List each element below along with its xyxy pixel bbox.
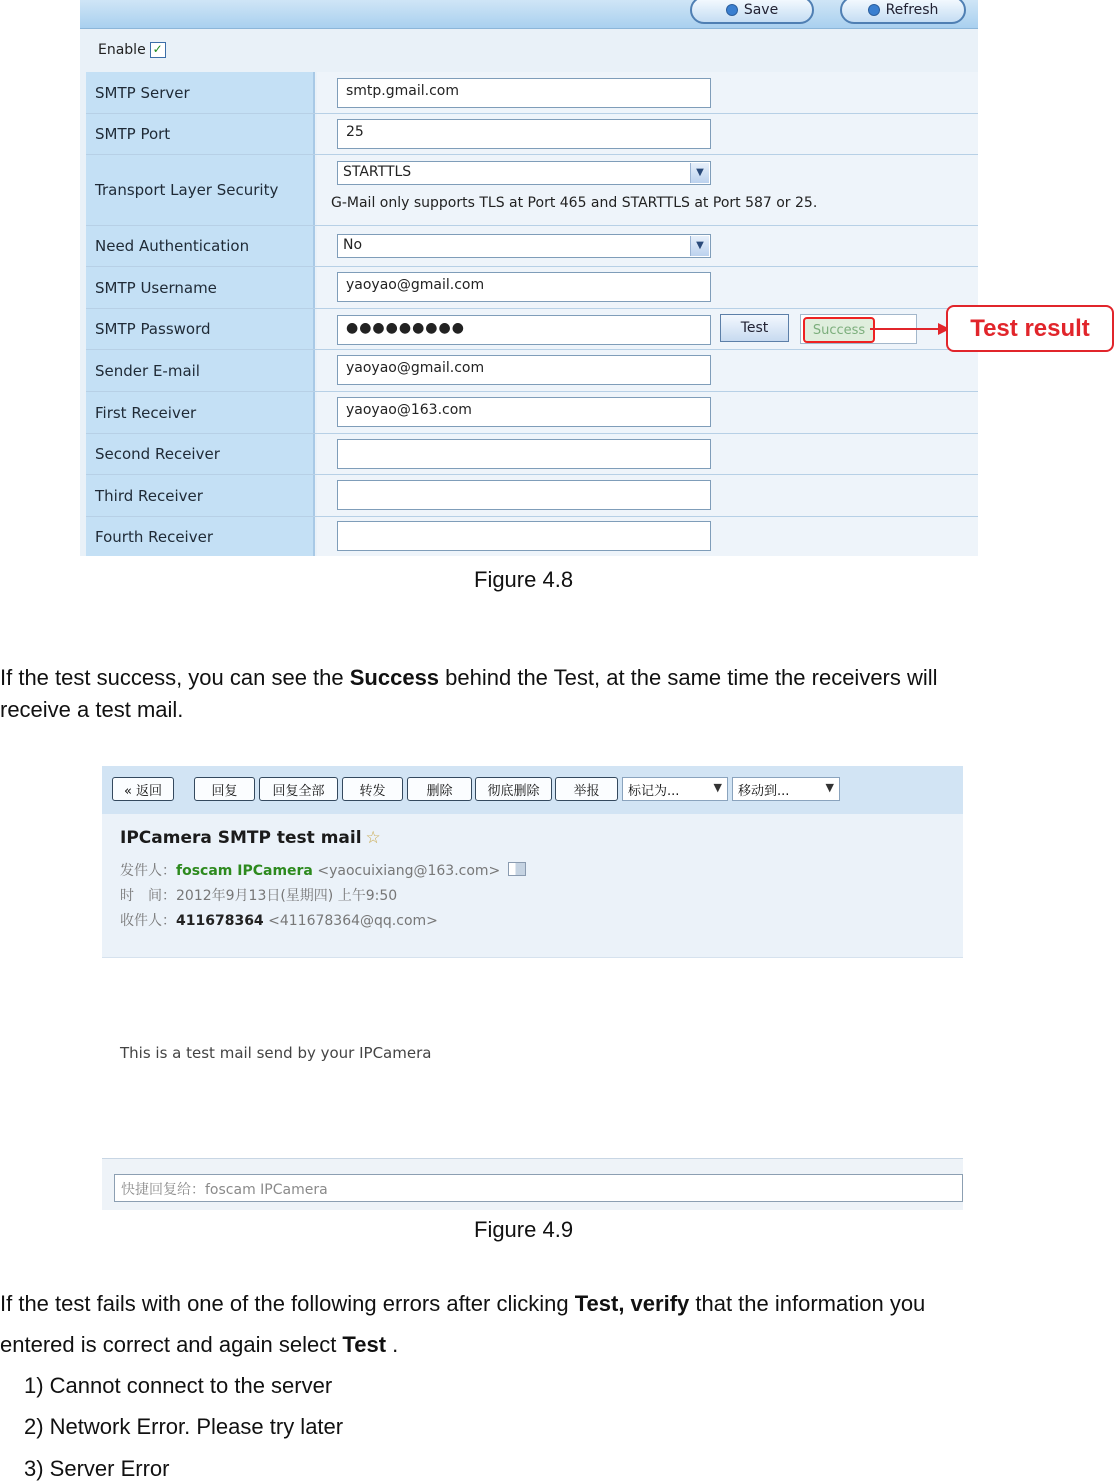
from-label: 发件人： xyxy=(120,863,176,879)
smtp-settings-figure xyxy=(80,0,978,556)
field-label: Transport Layer Security xyxy=(86,155,315,225)
mark-as-select[interactable] xyxy=(622,777,728,801)
field-label: SMTP Username xyxy=(86,267,315,308)
test-result-callout: Test result xyxy=(946,305,1114,352)
save-button[interactable] xyxy=(690,0,814,24)
save-icon xyxy=(726,4,738,16)
row-smtp-password xyxy=(86,309,978,350)
field-label: Sender E-mail xyxy=(86,350,315,391)
from-line xyxy=(120,860,526,880)
row-fourth-receiver xyxy=(86,517,978,556)
tls-note: G-Mail only supports TLS at Port 465 and STARTTLS at Port 587 or 25. xyxy=(331,195,818,211)
third-receiver-input[interactable] xyxy=(337,480,711,510)
refresh-icon xyxy=(868,4,880,16)
text: . xyxy=(386,1332,399,1357)
bold-text: Success xyxy=(349,665,440,690)
figure-4-8-caption: Figure 4.8 xyxy=(474,567,574,592)
bold-text: Test, verify xyxy=(574,1291,690,1316)
from-address: <yaocuixiang@163.com> xyxy=(317,863,501,879)
mail-header xyxy=(102,814,963,958)
chevron-down-icon: ▼ xyxy=(690,236,709,256)
refresh-label: Refresh xyxy=(885,2,939,18)
field-label: SMTP Port xyxy=(86,114,315,154)
to-label: 收件人： xyxy=(120,913,176,929)
paragraph-failure xyxy=(0,1288,925,1320)
refresh-button[interactable] xyxy=(840,0,966,24)
back-button[interactable]: « 返回 xyxy=(112,777,174,801)
smtp-port-input[interactable]: 25 xyxy=(337,119,711,149)
time-value: 2012年9月13日(星期四) 上午9:50 xyxy=(176,888,398,904)
enable-row xyxy=(98,42,166,58)
save-label: Save xyxy=(743,2,779,18)
tls-select[interactable] xyxy=(337,161,711,185)
text: that the information you xyxy=(689,1291,926,1316)
field-label: Second Receiver xyxy=(86,434,315,474)
to-name[interactable]: 411678364 xyxy=(176,913,264,929)
error-item: 2) Network Error. Please try later xyxy=(24,1414,344,1439)
text: entered is correct and again select xyxy=(0,1332,343,1357)
time-line xyxy=(120,885,397,905)
mail-toolbar xyxy=(102,766,963,815)
chevron-down-icon: ▼ xyxy=(690,163,709,183)
text: If the test success, you can see the xyxy=(0,665,350,690)
test-button[interactable]: Test xyxy=(720,314,789,342)
smtp-server-input[interactable]: smtp.gmail.com xyxy=(337,78,711,108)
field-label: Fourth Receiver xyxy=(86,517,315,556)
bold-text: Test xyxy=(342,1332,387,1357)
auth-select[interactable] xyxy=(337,234,711,258)
enable-checkbox[interactable]: ✓ xyxy=(150,42,166,58)
chevron-down-icon: ▼ xyxy=(825,781,834,794)
settings-toolbar xyxy=(80,0,978,29)
sender-email-input[interactable]: yaoyao@gmail.com xyxy=(337,355,711,385)
reply-button[interactable]: 回复 xyxy=(194,777,255,801)
fourth-receiver-input[interactable] xyxy=(337,521,711,551)
move-to-select[interactable] xyxy=(732,777,840,801)
row-third-receiver xyxy=(86,475,978,517)
star-icon[interactable]: ☆ xyxy=(365,828,381,848)
delete-button[interactable]: 删除 xyxy=(407,777,472,801)
chevron-down-icon: ▼ xyxy=(713,781,722,794)
second-receiver-input[interactable] xyxy=(337,439,711,469)
to-address: <411678364@qq.com> xyxy=(268,913,438,929)
delete-permanently-button[interactable]: 彻底删除 xyxy=(475,777,552,801)
figure-4-9-caption: Figure 4.9 xyxy=(474,1217,574,1242)
reply-all-button[interactable]: 回复全部 xyxy=(259,777,338,801)
quick-reply-bar xyxy=(102,1158,963,1210)
row-smtp-username xyxy=(86,267,978,309)
row-sender-email xyxy=(86,350,978,392)
subject-text: IPCamera SMTP test mail xyxy=(120,828,362,848)
mail-subject xyxy=(120,828,381,848)
move-to-label: 移动到... xyxy=(738,784,790,799)
from-name[interactable]: foscam IPCamera xyxy=(176,863,313,879)
enable-label: Enable xyxy=(98,42,146,58)
text: behind the Test, at the same time the receivers will xyxy=(439,665,938,690)
error-item: 1) Cannot connect to the server xyxy=(24,1373,333,1398)
test-mail-figure xyxy=(102,766,963,1210)
row-smtp-server xyxy=(86,72,978,114)
auth-select-value: No xyxy=(343,237,363,253)
report-button[interactable]: 举报 xyxy=(555,777,618,801)
error-item: 3) Server Error xyxy=(24,1456,170,1481)
row-smtp-port xyxy=(86,114,978,155)
paragraph-success-line2: receive a test mail. xyxy=(0,697,184,722)
callout-arrow xyxy=(860,318,952,344)
paragraph-failure-line2 xyxy=(0,1329,398,1361)
field-label: Need Authentication xyxy=(86,226,315,266)
field-label: SMTP Password xyxy=(86,309,315,349)
smtp-password-input[interactable]: ●●●●●●●●● xyxy=(337,315,711,345)
success-badge: Success xyxy=(803,317,875,343)
row-tls xyxy=(86,155,978,226)
mark-as-label: 标记为... xyxy=(628,784,680,799)
tls-select-value: STARTTLS xyxy=(343,164,412,180)
first-receiver-input[interactable]: yaoyao@163.com xyxy=(337,397,711,427)
row-first-receiver xyxy=(86,392,978,434)
paragraph-success xyxy=(0,662,938,694)
smtp-username-input[interactable]: yaoyao@gmail.com xyxy=(337,272,711,302)
contact-card-icon[interactable] xyxy=(508,862,526,876)
text: If the test fails with one of the following errors after clicking xyxy=(0,1291,575,1316)
field-label: First Receiver xyxy=(86,392,315,433)
field-label: SMTP Server xyxy=(86,72,315,113)
field-label: Third Receiver xyxy=(86,475,315,516)
to-line xyxy=(120,910,438,930)
time-label: 时 间： xyxy=(120,888,176,904)
mail-body: This is a test mail send by your IPCamera xyxy=(120,1044,432,1062)
forward-button[interactable]: 转发 xyxy=(342,777,403,801)
quick-reply-input[interactable]: 快捷回复给：foscam IPCamera xyxy=(114,1174,963,1202)
row-need-auth xyxy=(86,226,978,267)
row-second-receiver xyxy=(86,434,978,475)
